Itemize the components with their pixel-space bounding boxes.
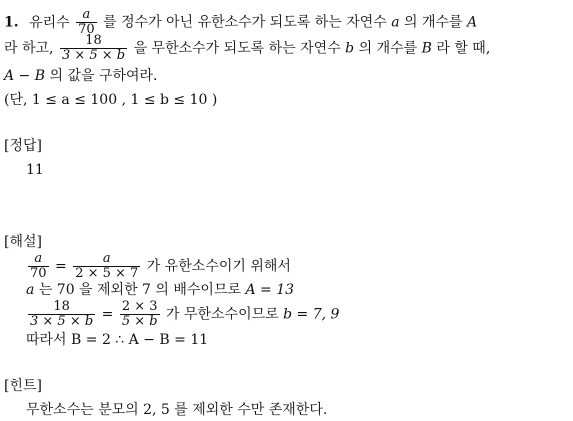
solution-line-1: [26, 252, 291, 281]
fraction-numerator: 2 × 3: [121, 299, 158, 314]
fraction-a-over-2x5x7: [73, 252, 140, 281]
solution-label: [해설]: [4, 234, 42, 250]
value-b: b = 7, 9: [283, 306, 340, 323]
fraction-denominator: 70: [78, 22, 95, 37]
problem-text: 유리수: [29, 14, 70, 31]
fraction-denominator: 70: [30, 266, 47, 281]
fraction-numerator: a: [82, 7, 91, 22]
problem-number: 1.: [4, 14, 19, 31]
variable-a: a: [391, 14, 400, 31]
answer-value: 11: [26, 162, 44, 178]
hint-text: 무한소수는 분모의 2, 5 를 제외한 수만 존재한다.: [26, 402, 328, 418]
problem-text: 의 개수를: [358, 40, 418, 57]
variable-B: B: [421, 40, 432, 57]
fraction-numerator: a: [34, 251, 43, 266]
fraction-denominator: 3 × 5 × b: [30, 314, 94, 329]
problem-text: 를 정수가 아닌 유한소수가 되도록 하는 자연수: [103, 14, 387, 31]
fraction-18-over-3x5xb: [28, 300, 95, 329]
hint-label: [힌트]: [4, 378, 42, 394]
fraction-numerator: 18: [85, 33, 102, 48]
solution-line-2: [26, 282, 294, 298]
variable-A: A: [467, 14, 478, 31]
solution-text: 가 무한소수이므로: [166, 306, 279, 323]
problem-line-2: [4, 34, 490, 63]
problem-condition: (단, 1 ≤ a ≤ 100 , 1 ≤ b ≤ 10 ): [4, 92, 218, 108]
fraction-18-over-3x5xb: [60, 34, 127, 63]
fraction-denominator: 3 × 5 × b: [61, 48, 126, 63]
fraction-numerator: 18: [53, 299, 70, 314]
equals-sign: =: [55, 258, 67, 275]
problem-text: 의 값을 구하여라.: [49, 68, 158, 84]
answer-label: [정답]: [4, 138, 42, 154]
fraction-numerator: a: [102, 251, 111, 266]
expression-A-minus-B: A − B: [4, 68, 46, 84]
solution-line-4: 따라서 B = 2 ∴ A − B = 11: [26, 332, 209, 348]
problem-text: 을 무한소수가 되도록 하는 자연수: [133, 40, 341, 57]
solution-text: 가 유한소수이기 위해서: [146, 258, 291, 275]
equals-sign: =: [101, 306, 114, 323]
variable-a: a: [26, 282, 35, 298]
problem-line-1: [4, 8, 477, 37]
solution-text: 는 70 을 제외한 7 의 배수이므로: [38, 282, 241, 298]
fraction-2x3-over-5xb: [120, 300, 160, 329]
problem-text: 의 개수를: [404, 14, 463, 31]
fraction-denominator: 2 × 5 × 7: [75, 266, 139, 281]
value-A: A = 13: [245, 282, 295, 298]
solution-line-3: [26, 300, 339, 329]
problem-text: 라 하고,: [4, 40, 54, 57]
fraction-denominator: 5 × b: [121, 314, 158, 329]
problem-text: 라 할 때,: [436, 40, 491, 57]
problem-line-3: [4, 68, 158, 84]
variable-b: b: [345, 40, 355, 57]
fraction-a-over-70: [28, 252, 49, 281]
